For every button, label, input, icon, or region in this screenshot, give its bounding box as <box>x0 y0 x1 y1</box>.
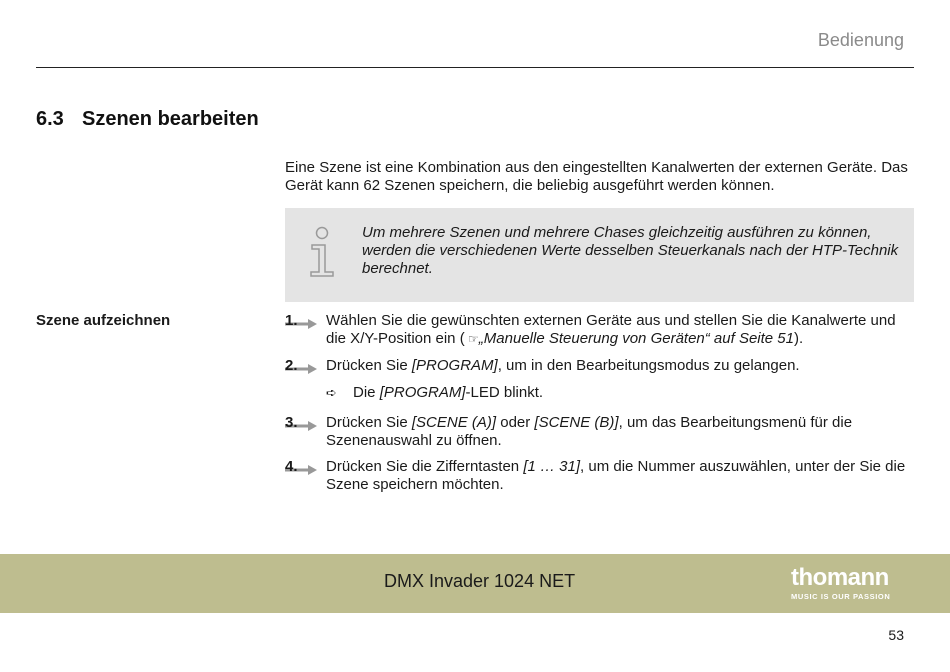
procedure-label: Szene aufzeichnen <box>36 312 171 329</box>
chapter-title: Bedienung <box>817 30 904 50</box>
key-name: [PROGRAM] <box>379 384 466 401</box>
step-item <box>285 312 915 348</box>
header-divider <box>36 67 914 68</box>
step-number: 1. <box>285 312 323 332</box>
footer-bar <box>0 554 950 613</box>
key-name: [SCENE (A)] <box>411 414 497 431</box>
product-name: DMX Invader 1024 NET <box>384 571 576 591</box>
step-item <box>285 458 915 494</box>
step-text: Drücken Sie [SCENE (A)] oder [SCENE (B)], um das Bearbeitungsmenü für die Szenenauswahl zu öffnen. <box>326 414 853 449</box>
step-result: ➪ Die [PROGRAM]-LED blinkt. <box>326 384 544 401</box>
key-name: [1 … 31] <box>523 458 581 475</box>
key-name: [SCENE (B)] <box>534 414 619 431</box>
section-heading <box>36 108 259 131</box>
note-text: Um mehrere Szenen und mehrere Chases gleichzeitig ausführen zu können, werden die verschiedenen Werte desselben Steuerkanals nach der HTP-Technik berechnet. <box>362 224 899 277</box>
step-text: Wählen Sie die gewünschten externen Geräte aus und stellen Sie die Kanalwerte und die X/Y-Position ein ( ☞„Manuelle Steuerung von Geräten“ auf Seite 51). <box>326 312 896 347</box>
result-arrow-icon: ➪ <box>326 385 337 400</box>
key-name: [PROGRAM] <box>411 357 498 374</box>
step-number: 2. <box>285 357 323 377</box>
step-item <box>285 414 915 450</box>
step-item <box>285 357 915 375</box>
step-number: 3. <box>285 414 323 434</box>
step-text: Drücken Sie [PROGRAM], um in den Bearbeitungsmodus zu gelangen. <box>326 357 800 374</box>
step-text: Drücken Sie die Zifferntasten [1 … 31], um die Nummer auszuwählen, unter der Sie die Szene speichern möchten. <box>326 458 906 493</box>
brand-logo <box>791 564 891 601</box>
cross-reference-link[interactable]: „Manuelle Steuerung von Geräten“ auf Seite 51 <box>478 330 794 347</box>
link-icon: ☞ <box>464 332 479 346</box>
info-icon <box>307 226 337 283</box>
section-title: Szenen bearbeiten <box>82 108 259 130</box>
step-number: 4. <box>285 458 323 478</box>
page-number: 53 <box>888 627 904 643</box>
brand-slogan: MUSIC IS OUR PASSION <box>791 592 891 601</box>
info-note <box>285 208 914 302</box>
section-number: 6.3 <box>36 108 64 130</box>
brand-name: thomann <box>791 564 889 591</box>
intro-paragraph: Eine Szene ist eine Kombination aus den eingestellten Kanalwerten der externen Geräte. Das Gerät kann 62 Szenen speichern, die beliebig ausgeführt werden können. <box>285 159 908 194</box>
